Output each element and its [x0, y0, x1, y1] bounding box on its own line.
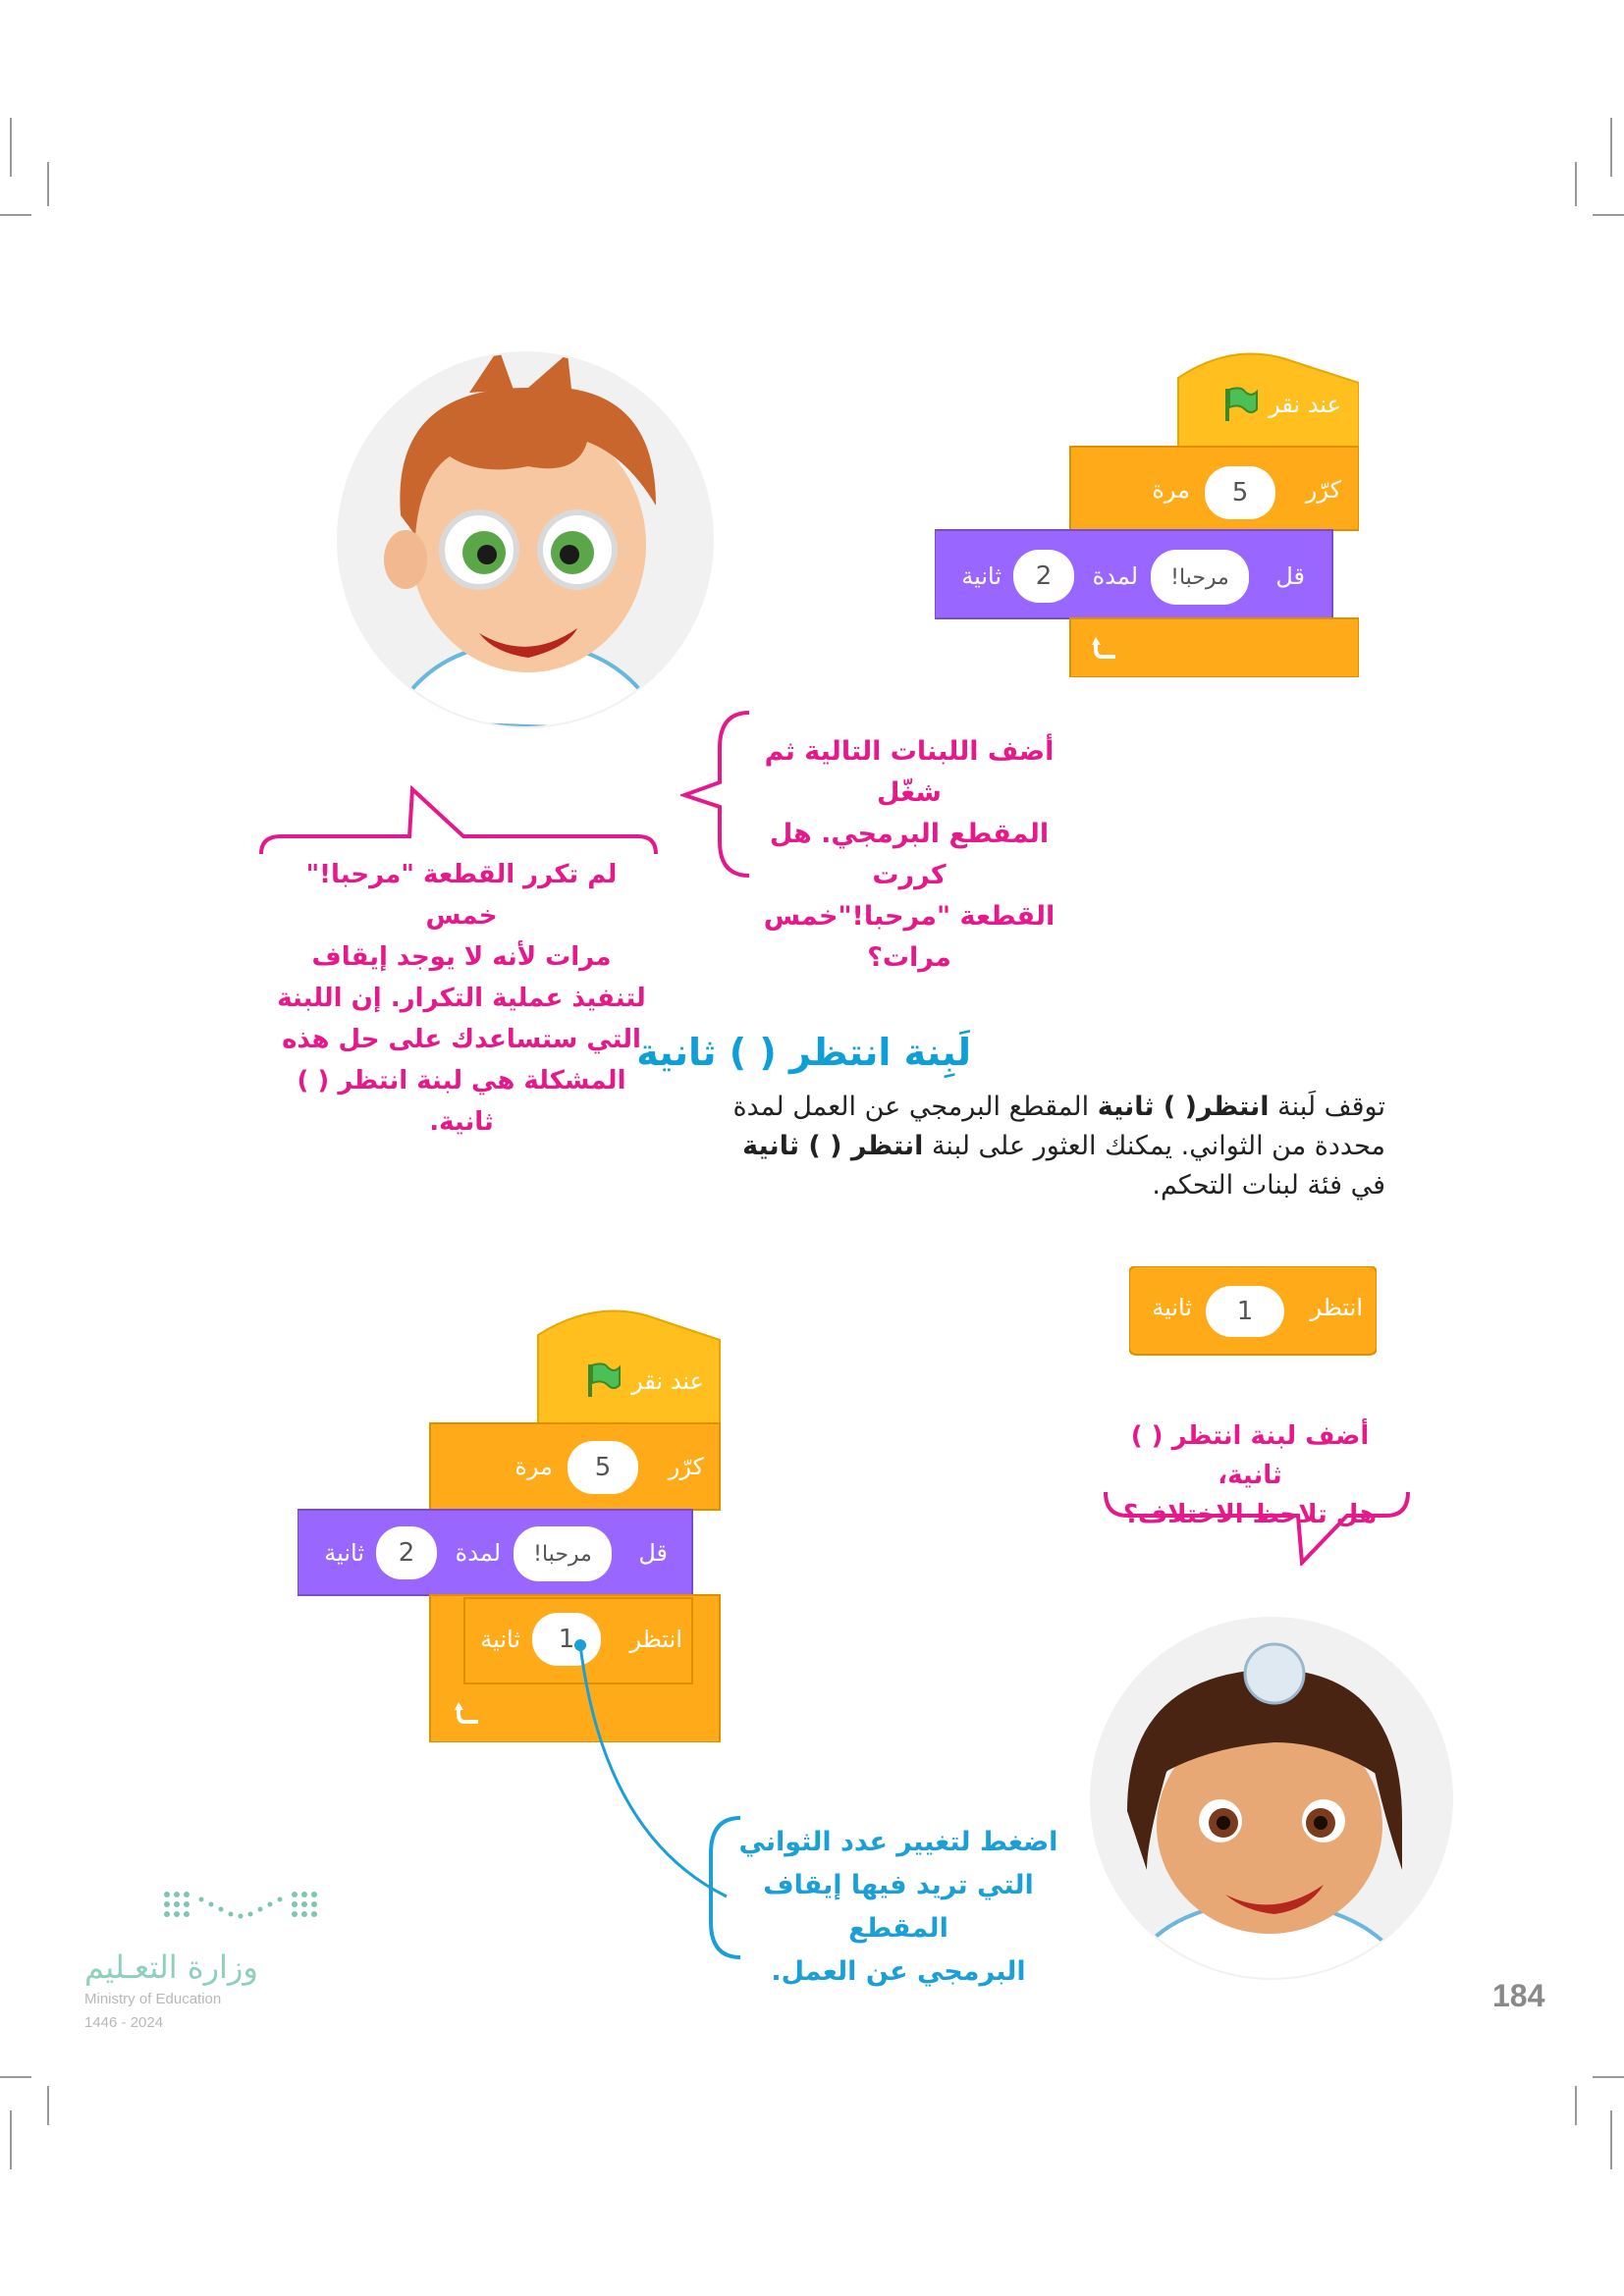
crop-mark: [0, 214, 31, 216]
green-flag-icon: [1221, 386, 1259, 423]
callout-bold-text: انتظر ( ) ثانية.: [297, 1066, 494, 1137]
callout-line: لتنفيذ عملية التكرار. إن اللبنة: [277, 984, 646, 1013]
callout-text: المشكلة هي لبنة: [407, 1066, 626, 1095]
ministry-name-en: Ministry of Education: [84, 1991, 222, 2007]
girl-character-avatar: [1088, 1615, 1456, 1983]
crop-mark: [10, 118, 12, 177]
ministry-logo-icon: [157, 1885, 324, 1934]
loop-arrow-icon: [455, 1696, 486, 1728]
callout-line: التي ستساعدك على حل هذه: [282, 1025, 641, 1054]
loop-arrow-icon: [1092, 631, 1123, 663]
say-label: قل: [1275, 562, 1305, 590]
para-bold: انتظر( ) ثانية: [1097, 1092, 1270, 1122]
wait-label: انتظر: [629, 1626, 682, 1653]
repeat-unit: مرة: [1152, 476, 1190, 504]
crop-mark: [47, 162, 49, 206]
add-blocks-callout: [742, 731, 1076, 979]
para-text: في فئة لبنات التحكم.: [1152, 1170, 1385, 1201]
callout-text: أضف لبنة: [1241, 1421, 1370, 1451]
say-message-input[interactable]: مرحبا!: [514, 1526, 612, 1581]
para-text: المقطع البرمجي عن العمل لمدة محددة من الثواني. يمكنك العثور على لبنة: [732, 1092, 1385, 1161]
event-label: عند نقر: [1269, 391, 1341, 418]
say-for-label: لمدة: [455, 1539, 501, 1567]
callout-line: لم تكرر القطعة "مرحبا!" خمس: [305, 860, 618, 931]
wait-label: انتظر: [1310, 1294, 1363, 1321]
green-flag-icon: [584, 1362, 622, 1399]
say-unit: ثانية: [324, 1539, 364, 1567]
crop-mark: [1593, 214, 1624, 216]
repeat-count-input[interactable]: 5: [1205, 466, 1275, 519]
top-scratch-script: [935, 348, 1359, 677]
crop-mark: [1610, 118, 1612, 177]
wait-seconds-input[interactable]: 1: [1206, 1286, 1284, 1337]
crop-mark: [1575, 2086, 1577, 2125]
wait-unit: ثانية: [480, 1626, 520, 1653]
say-seconds-input[interactable]: 2: [376, 1526, 437, 1579]
wait-block: [1129, 1266, 1377, 1362]
event-label: عند نقر: [631, 1367, 704, 1395]
callout-line: اضغط لتغيير عدد الثواني: [738, 1827, 1058, 1857]
section-heading: لَبِنة انتظر ( ) ثانية: [636, 1031, 971, 1074]
callout-line: هل تلاحظ الاختلاف؟: [1122, 1500, 1378, 1529]
crop-mark: [0, 2076, 31, 2078]
callout-line: التي تريد فيها إيقاف المقطع: [763, 1870, 1034, 1944]
crop-mark: [1575, 162, 1577, 206]
change-seconds-callout: [731, 1821, 1065, 1994]
crop-mark: [47, 2086, 49, 2125]
wait-seconds-input[interactable]: 1: [532, 1613, 601, 1666]
callout-bold-text: انتظر ( ) ثانية،: [1130, 1421, 1282, 1490]
say-for-label: لمدة: [1092, 562, 1138, 590]
crop-mark: [1593, 2076, 1624, 2078]
para-bold: انتظر ( ) ثانية: [742, 1131, 924, 1161]
ministry-name-ar: وزارة التعـليم: [84, 1949, 258, 1986]
section-paragraph: [728, 1088, 1385, 1205]
callout-line: أضف اللبنات التالية ثم شغّل: [764, 736, 1055, 808]
callout-line: القطعة "مرحبا!"خمس مرات؟: [763, 901, 1056, 973]
wait-unit: ثانية: [1152, 1294, 1192, 1321]
crop-mark: [1610, 2110, 1612, 2169]
repeat-label: كرّر: [668, 1453, 704, 1480]
callout-line: مرات لأنه لا يوجد إيقاف: [311, 942, 612, 972]
para-text: توقف لَبنة: [1269, 1092, 1385, 1122]
callout-line: المقطع البرمجي. هل كررت: [769, 819, 1050, 890]
repeat-count-input[interactable]: 5: [568, 1441, 638, 1494]
repeat-unit: مرة: [514, 1453, 553, 1480]
callout-line: البرمجي عن العمل.: [771, 1956, 1026, 1987]
say-unit: ثانية: [961, 562, 1001, 590]
page-number: 184: [1492, 1978, 1545, 2013]
answer-callout: [275, 854, 648, 1143]
edition-year: 2024 - 1446: [84, 2014, 164, 2031]
boy-character-avatar: [332, 348, 719, 731]
callout-line: [275, 1060, 648, 1143]
say-seconds-input[interactable]: 2: [1013, 550, 1074, 603]
say-label: قل: [638, 1539, 668, 1567]
repeat-label: كرّر: [1305, 476, 1341, 504]
say-message-input[interactable]: مرحبا!: [1151, 550, 1249, 605]
speech-bubble-frame: [1102, 1482, 1411, 1566]
crop-mark: [10, 2110, 12, 2169]
